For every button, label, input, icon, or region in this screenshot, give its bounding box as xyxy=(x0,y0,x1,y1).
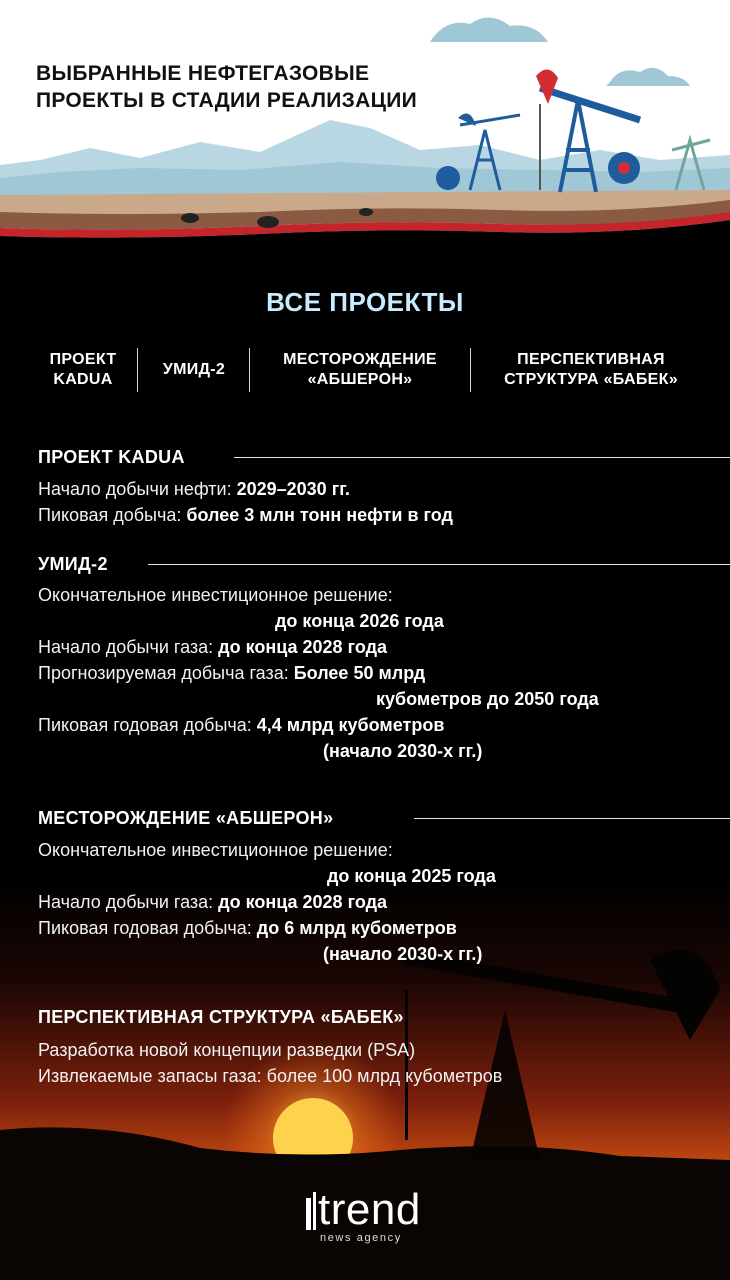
tab-babek[interactable] xyxy=(474,348,708,392)
info-value: (начало 2030-х гг.) xyxy=(323,944,483,964)
info-label: Начало добычи нефти: xyxy=(38,479,237,499)
info-line xyxy=(38,634,387,660)
info-label: Пиковая годовая добыча: xyxy=(38,715,257,735)
info-value: более 3 млн тонн нефти в год xyxy=(186,505,453,525)
info-value: кубометров до 2050 года xyxy=(376,689,599,709)
info-line xyxy=(38,915,457,941)
section-divider xyxy=(414,818,730,819)
tab-divider xyxy=(137,348,138,392)
info-value: до конца 2028 года xyxy=(218,637,388,657)
info-line: Разработка новой концепции разведки (PSA) xyxy=(38,1040,416,1060)
section-divider xyxy=(234,457,730,458)
info-label: Пиковая добыча: xyxy=(38,505,187,525)
section-title: ПЕРСПЕКТИВНАЯ СТРУКТУРА «БАБЕК» xyxy=(38,1007,404,1027)
tab-absheron[interactable] xyxy=(252,348,468,392)
info-value: 2029–2030 гг. xyxy=(236,479,350,499)
info-value: Более 50 млрд xyxy=(293,663,426,683)
info-value: (начало 2030-х гг.) xyxy=(323,741,483,761)
section-title: УМИД-2 xyxy=(38,554,108,574)
info-label: Окончательное инвестиционное решение: xyxy=(38,585,393,605)
info-value: до 6 млрд кубометров xyxy=(256,918,457,938)
section-kadua xyxy=(38,444,730,534)
tab-label: ПРОЕКТ xyxy=(49,351,117,368)
tab-umid2[interactable] xyxy=(140,348,248,392)
info-value: до конца 2026 года xyxy=(275,611,444,631)
section-title: ПРОЕКТ KADUA xyxy=(38,447,185,467)
logo-subtitle: news agency xyxy=(320,1232,402,1244)
info-label: Окончательное инвестиционное решение: xyxy=(38,840,393,860)
section-absheron xyxy=(38,805,730,975)
info-line xyxy=(38,660,425,686)
project-tabs xyxy=(0,348,730,392)
info-value: 4,4 млрд кубометров xyxy=(256,715,445,735)
tab-label: KADUA xyxy=(53,371,113,388)
page-title xyxy=(36,60,496,114)
logo-mark xyxy=(306,1198,311,1230)
info-label: Начало добычи газа: xyxy=(38,637,219,657)
info-label: Прогнозируемая добыча газа: xyxy=(38,663,294,683)
trend-logo xyxy=(300,1186,430,1246)
section-babek xyxy=(38,1004,730,1094)
tab-label: СТРУКТУРА «БАБЕК» xyxy=(504,371,678,388)
info-line: Извлекаемые запасы газа: более 100 млрд кубометров xyxy=(38,1066,503,1086)
title-line-1: ВЫБРАННЫЕ НЕФТЕГАЗОВЫЕ xyxy=(36,62,370,85)
tab-label: МЕСТОРОЖДЕНИЕ xyxy=(283,351,437,368)
title-line-2: ПРОЕКТЫ В СТАДИИ РЕАЛИЗАЦИИ xyxy=(36,89,418,112)
info-label: Начало добычи газа: xyxy=(38,892,219,912)
all-projects-heading: ВСЕ ПРОЕКТЫ xyxy=(266,287,464,317)
info-value: до конца 2025 года xyxy=(327,866,496,886)
info-label: Пиковая годовая добыча: xyxy=(38,918,257,938)
tab-divider xyxy=(249,348,250,392)
logo-wordmark: trend xyxy=(318,1185,421,1234)
logo-mark xyxy=(313,1192,316,1230)
section-divider xyxy=(148,564,730,565)
info-line xyxy=(38,712,444,738)
info-line xyxy=(38,476,350,502)
tab-label: ПЕРСПЕКТИВНАЯ xyxy=(517,351,665,368)
info-line xyxy=(38,502,453,528)
section-umid2 xyxy=(38,551,730,771)
section-title: МЕСТОРОЖДЕНИЕ «АБШЕРОН» xyxy=(38,808,334,828)
info-value: до конца 2028 года xyxy=(218,892,388,912)
tab-label: «АБШЕРОН» xyxy=(307,371,413,388)
tab-label: УМИД-2 xyxy=(162,361,226,378)
info-line xyxy=(38,889,387,915)
tab-divider xyxy=(470,348,471,392)
tab-kadua[interactable] xyxy=(30,348,136,392)
